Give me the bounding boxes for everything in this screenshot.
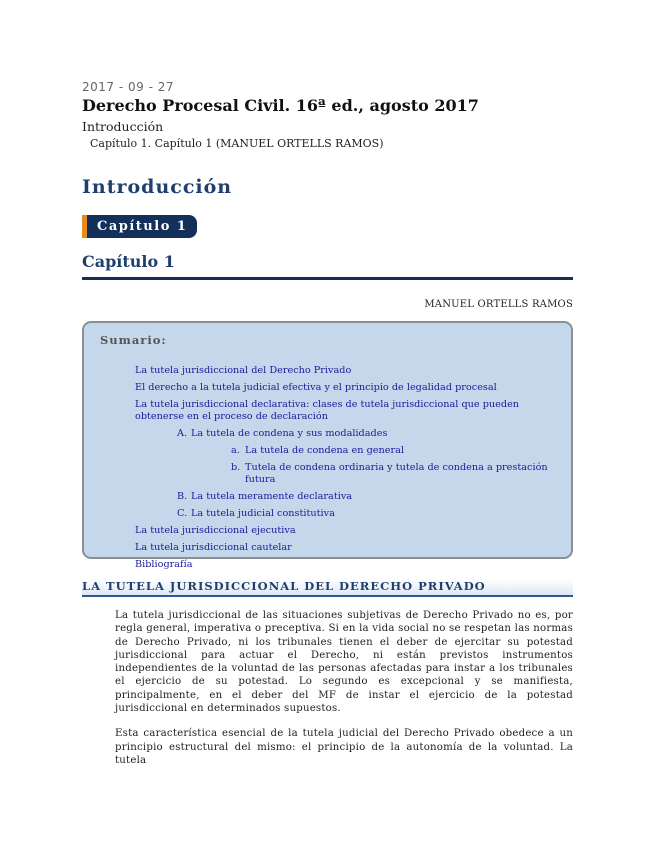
author-name: MANUEL ORTELLS RAMOS <box>424 299 573 310</box>
toc-link[interactable]: La tutela jurisdiccional ejecutiva <box>135 525 296 536</box>
summary-title: Sumario: <box>100 333 167 347</box>
toc-link[interactable]: a. La tutela de condena en general <box>231 445 405 456</box>
section-heading: Introducción <box>82 176 233 198</box>
toc-marker: C. <box>177 508 188 519</box>
chapter-title: Capítulo 1 <box>82 252 573 280</box>
table-of-contents <box>100 365 555 571</box>
toc-link[interactable]: b. Tutela de condena ordinaria y tutela de condena a prestación futura <box>231 462 548 485</box>
toc-marker: B. <box>177 491 188 502</box>
document-date: 2017 - 09 - 27 <box>82 80 174 94</box>
breadcrumb-chapter: Capítulo 1. Capítulo 1 (MANUEL ORTELLS RAMOS) <box>90 137 384 150</box>
summary-box <box>82 321 573 570</box>
toc-link[interactable]: Bibliografía <box>135 559 193 570</box>
book-title: Derecho Procesal Civil. 16ª ed., agosto 2017 <box>82 96 479 115</box>
toc-marker: b. <box>231 462 241 473</box>
toc-link[interactable]: C. La tutela judicial constitutiva <box>177 508 335 519</box>
article-heading: LA TUTELA JURISDICCIONAL DEL DERECHO PRIVADO <box>82 579 573 597</box>
body-paragraph: Esta característica esencial de la tutela judicial del Derecho Privado obedece a un principio estructural del mismo: el principio de la autonomía de la voluntad. La tutela <box>115 728 573 766</box>
toc-marker: a. <box>231 445 240 456</box>
document-page <box>82 80 573 767</box>
chapter-badge: Capítulo 1 <box>82 215 197 238</box>
toc-link[interactable]: El derecho a la tutela judicial efectiva y el principio de legalidad procesal <box>135 382 497 393</box>
toc-link[interactable]: B. La tutela meramente declarativa <box>177 491 353 502</box>
toc-marker: A. <box>177 428 188 439</box>
toc-link[interactable]: A. La tutela de condena y sus modalidades <box>177 428 388 439</box>
toc-link[interactable]: La tutela jurisdiccional cautelar <box>135 542 292 553</box>
body-paragraph: La tutela jurisdiccional de las situaciones subjetivas de Derecho Privado no es, por regla general, imperativa o preceptiva. Si en la vida social no se respetan las normas de Derecho Privado, ni los tribunales tienen el deber de ejercitar su potestad jurisdiccional para actuar el Derecho, ni están previstos instrumentos independientes de la voluntad de las personas afectadas para instar a los tribunales el ejercicio de su potestad. Lo segundo es excepcional y se manifiesta, principalmente, en el deber del MF de instar el ejercicio de la potestad jurisdiccional en determinados supuestos. <box>115 610 573 715</box>
toc-link[interactable]: La tutela jurisdiccional del Derecho Privado <box>135 365 352 376</box>
toc-link[interactable]: La tutela jurisdiccional declarativa: clases de tutela jurisdiccional que pueden obtenerse en el proceso de declaración <box>135 399 520 422</box>
breadcrumb-section: Introducción <box>82 119 164 134</box>
